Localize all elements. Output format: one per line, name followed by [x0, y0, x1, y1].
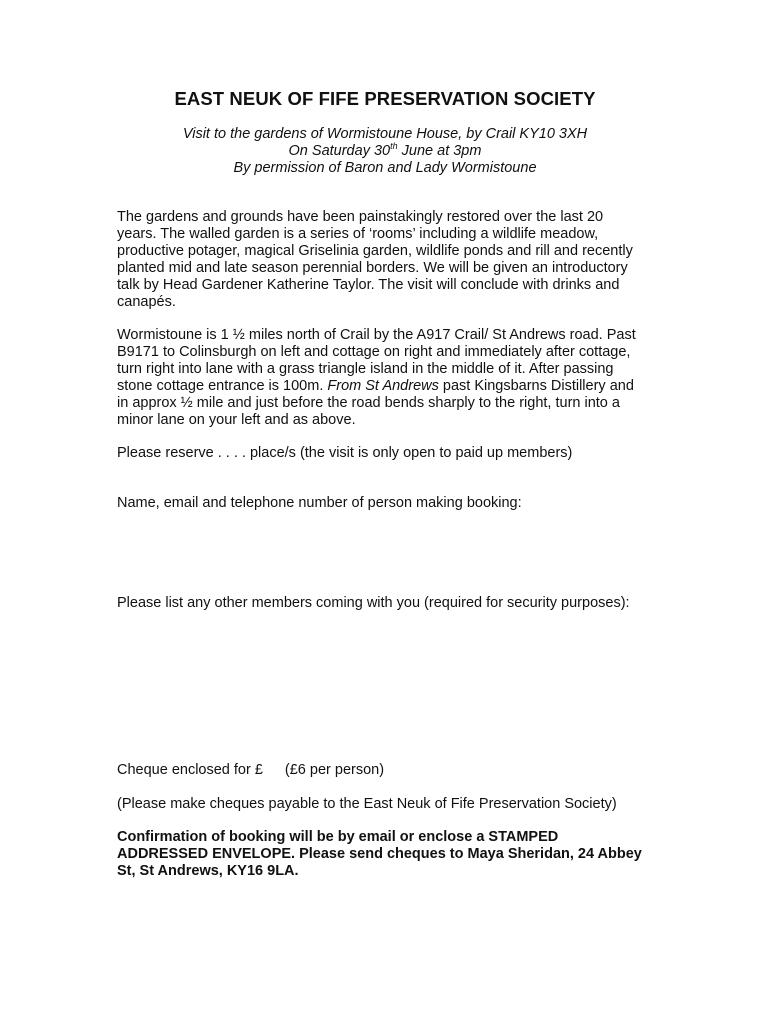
- visit-date-suffix: June at 3pm: [397, 143, 482, 159]
- directions-text-2: past Kingsbarns Distillery and in approx ½ mile and just before the road bends sharply to the right, turn into a minor lane on your left and as above.: [117, 378, 634, 428]
- cheque-amount-label: Cheque enclosed for £: [117, 762, 263, 778]
- other-members-label: Please list any other members coming with you (required for security purposes):: [117, 595, 630, 611]
- booking-contact-label: Name, email and telephone number of person making booking:: [117, 495, 522, 511]
- directions-text-1: Wormistoune is 1 ½ miles north of Crail by the A917 Crail/ St Andrews road. Past B9171 to Colinsburgh on left and cottage on right and immediately after cottage, turn right into lane with a grass triangle island in the middle of it. After passing stone cottage entrance is 100m.: [117, 327, 636, 394]
- visit-date-ordinal: th: [390, 141, 398, 152]
- cheque-payable-note: (Please make cheques payable to the East Neuk of Fife Preservation Society): [117, 796, 617, 812]
- cheque-row: [117, 762, 384, 779]
- page-title: EAST NEUK OF FIFE PRESERVATION SOCIETY: [174, 88, 596, 109]
- directions-from-st-andrews: From St Andrews: [327, 378, 439, 394]
- confirmation-instructions: Confirmation of booking will be by email or enclose a STAMPED ADDRESSED ENVELOPE. Please send cheques to Maya Sheridan, 24 Abbey St, St Andrews, KY16 9LA.: [117, 829, 642, 879]
- visit-subtitle-permission: By permission of Baron and Lady Wormistoune: [233, 160, 537, 176]
- directions-paragraph: [117, 327, 642, 429]
- visit-date-prefix: On Saturday 30: [288, 143, 391, 159]
- visit-subtitle-location: Visit to the gardens of Wormistoune House, by Crail KY10 3XH: [182, 126, 588, 142]
- garden-description: The gardens and grounds have been painstakingly restored over the last 20 years. The walled garden is a series of ‘rooms’ including a wildlife meadow, productive potager, magical Griselinia garden, wildlife ponds and rill and recently planted mid and late season perennial borders. We will be given an introductory talk by Head Gardener Katherine Taylor. The visit will conclude with drinks and canapés.: [117, 209, 633, 310]
- cheque-price-note: (£6 per person): [284, 762, 385, 778]
- reserve-places-line: Please reserve . . . . place/s (the visit is only open to paid up members): [117, 445, 573, 461]
- visit-subtitle-date: [0, 143, 770, 160]
